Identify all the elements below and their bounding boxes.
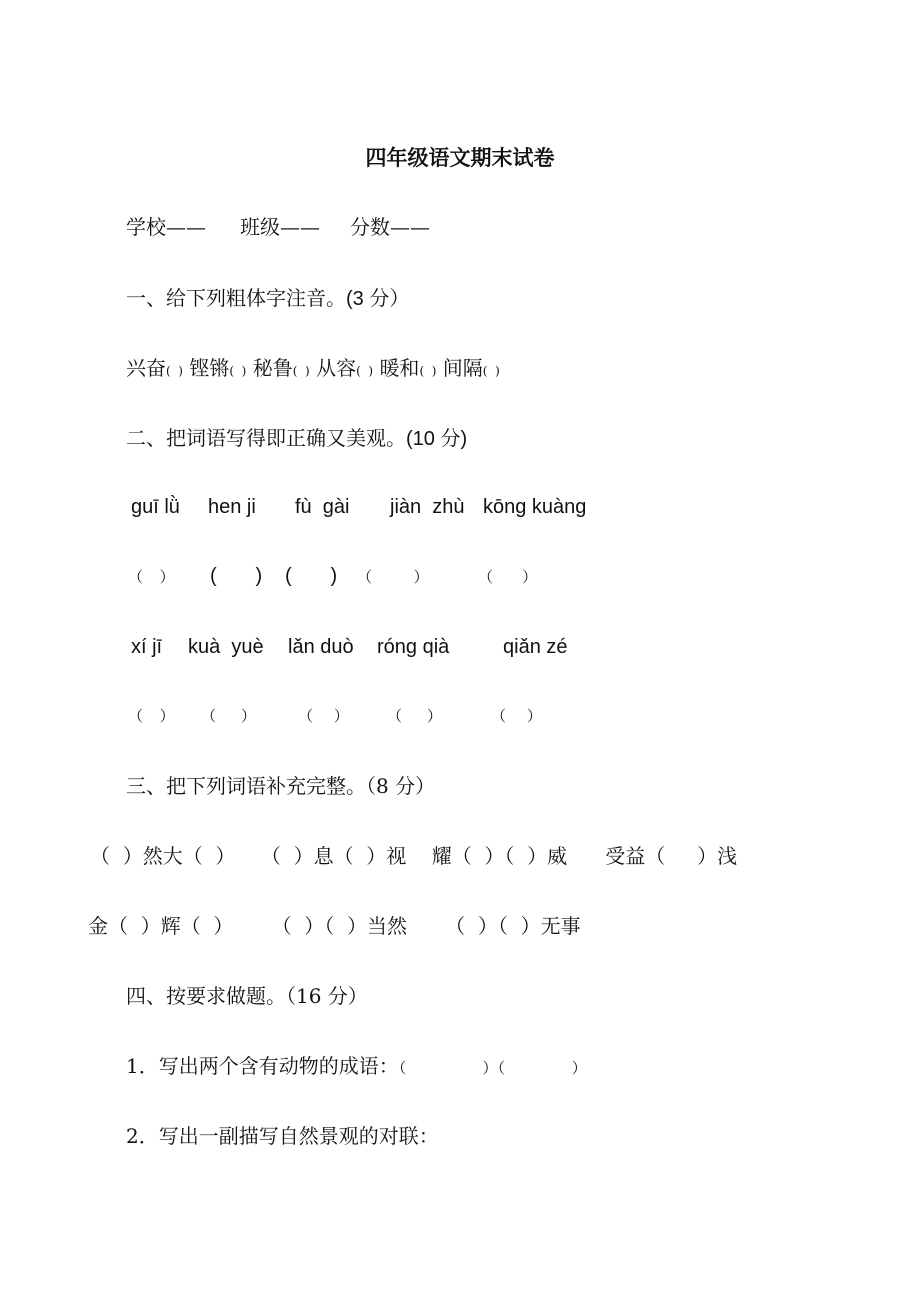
answer-blank-7[interactable]: （ ） — [201, 708, 257, 725]
blank-4: ( ) — [356, 364, 374, 378]
question-2-label: 2．写出一副描写自然景观的对联： — [126, 1124, 439, 1148]
idiom-row-1: （ ）然大（ ） （ ）息（ ）视 耀（ ）（ ）威 受益（ ）浅 — [90, 844, 738, 868]
answer-blank-2[interactable]: ( ) — [210, 565, 263, 587]
q1-answer-blank-1[interactable]: （ ） — [398, 1059, 498, 1077]
section1-words — [126, 356, 500, 383]
pinyin-lan-duo: lǎn duò — [288, 636, 354, 658]
answer-blank-9[interactable]: （ ） — [387, 708, 443, 725]
answer-blank-8[interactable]: （ ） — [298, 708, 349, 725]
pinyin-rong-qia: róng qià — [377, 636, 450, 658]
pinyin-gui-lv: guī lǜ — [131, 496, 180, 518]
pinyin-kong-kuang: kōng kuàng — [483, 496, 587, 518]
word-1: 兴奋 — [126, 356, 166, 380]
section4-heading: 四、按要求做题。（16 分） — [126, 984, 368, 1008]
idiom-row-2: 金（ ）辉（ ） （ ）（ ）当然 （ ）（ ）无事 — [88, 914, 581, 938]
word-5: 暖和 — [379, 356, 420, 380]
pinyin-kua-yue: kuà yuè — [188, 636, 264, 658]
section1-heading-text: 一、给下列粗体字注音。 — [126, 286, 346, 310]
answer-blank-1[interactable]: （ ） — [128, 569, 175, 586]
section2-heading — [126, 426, 467, 451]
word-6: 间隔 — [442, 356, 483, 380]
pinyin-qian-ze: qiǎn zé — [503, 636, 568, 658]
school-field: 学校—— — [126, 215, 206, 239]
blank-2: ( ) — [229, 364, 247, 378]
pinyin-hen-ji: hen ji — [208, 496, 256, 518]
answer-blank-5[interactable]: （ ） — [478, 569, 538, 586]
word-2: 铿锵 — [189, 356, 230, 380]
word-3: 秘鲁 — [252, 356, 293, 380]
answer-blank-10[interactable]: （ ） — [491, 708, 542, 725]
page-title: 四年级语文期末试卷 — [365, 145, 555, 170]
answer-blank-4[interactable]: （ ） — [357, 569, 429, 586]
answer-blank-6[interactable]: （ ） — [128, 708, 175, 725]
blank-5: ( ) — [419, 364, 437, 378]
word-4: 从容 — [316, 356, 357, 380]
answer-blank-3[interactable]: ( ) — [285, 565, 338, 587]
pinyin-xi-ji: xí jī — [131, 636, 163, 658]
section2-heading-text: 二、把词语写得即正确又美观。 — [126, 426, 406, 450]
q1-answer-blank-2[interactable]: （ ） — [497, 1059, 587, 1077]
section2-points: (10 分) — [406, 428, 468, 450]
blank-3: ( ) — [292, 364, 310, 378]
question-1-label: 1．写出两个含有动物的成语： — [126, 1054, 399, 1078]
section1-points: (3 分） — [346, 288, 410, 310]
class-field: 班级—— — [240, 215, 320, 239]
pinyin-fu-gai: fù gài — [295, 496, 350, 518]
question-1 — [126, 1054, 587, 1080]
section1-heading — [126, 286, 409, 311]
section3-heading: 三、把下列词语补充完整。（8 分） — [126, 774, 436, 798]
blank-6: ( ) — [482, 364, 500, 378]
pinyin-jian-zhu: jiàn zhù — [390, 496, 465, 518]
blank-1: ( ) — [166, 364, 183, 378]
score-field: 分数—— — [350, 215, 430, 239]
